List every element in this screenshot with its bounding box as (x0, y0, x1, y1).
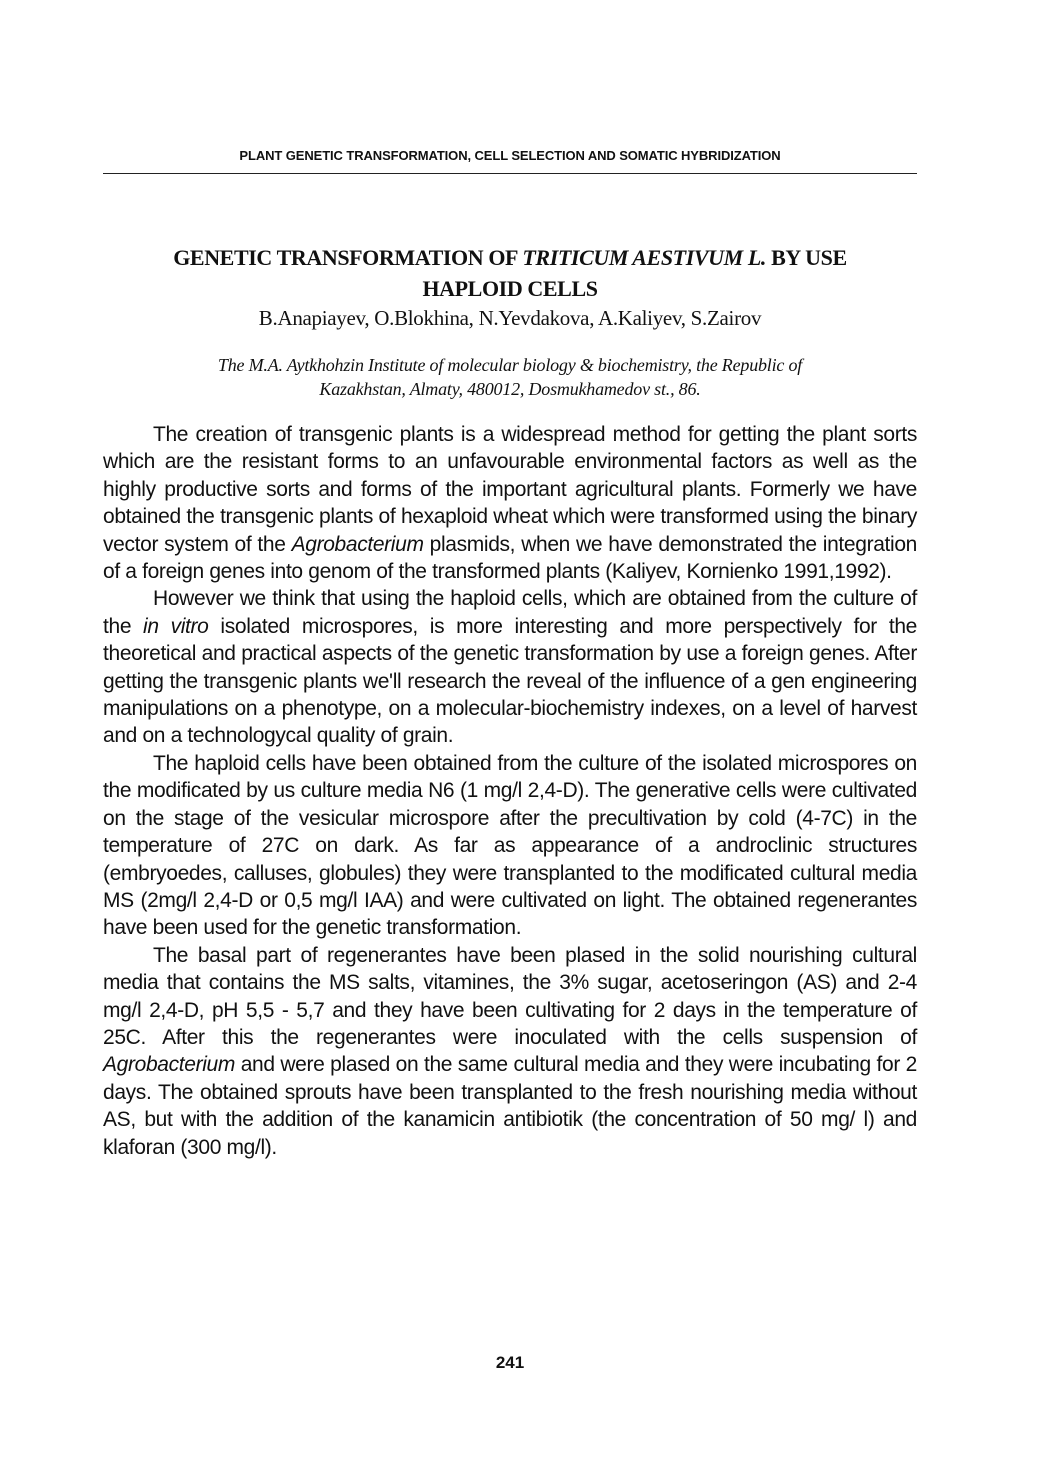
affiliation-line1: The M.A. Aytkhohzin Institute of molecular biology & biochemistry, the Republic of (217, 355, 803, 375)
paragraph-1 (103, 421, 917, 585)
paragraph-1-italic: Agrobacterium (291, 532, 424, 556)
paragraph-4 (103, 942, 917, 1161)
title-line1-prefix: GENETIC TRANSFORMATION OF (173, 245, 523, 270)
author-list: B.Anapiayev, O.Blokhina, N.Yevdakova, A.Kaliyev, S.Zairov (258, 306, 762, 330)
paragraph-2-italic: in vitro (143, 614, 209, 638)
paragraph-1-text-a: The creation of transgenic plants is a widespread method for getting the plant sorts which are the resistant forms to an unfavourable environmental factors as well as the highly productive sorts and forms of the important agricultural plants. Formerly we have obtained the transgenic plants of hexaploid wheat which were transformed using the binary vector system of the (103, 423, 917, 556)
affiliation-line2: Kazakhstan, Almaty, 480012, Dosmukhamedov st., 86. (319, 379, 701, 399)
page-number: 241 (495, 1353, 525, 1372)
paragraph-3: The haploid cells have been obtained from the culture of the isolated microspores on the modificated by us culture media N6 (1 mg/l 2,4-D). The generative cells were cultivated on the stage of the vesicular microspore after the precultivation by cold (4-7C) in the temperature of 27C on dark. As far as appearance of a androclinic structures (embryoedes, calluses, globules) they were transplanted to the modificated cultural media MS (2mg/l 2,4-D or 0,5 mg/l IAA) and were cultivated on light. The obtained regenerantes have been used for the genetic transformation. (103, 751, 917, 940)
article-title (103, 242, 917, 304)
title-species-name: TRITICUM AESTIVUM L. (522, 245, 767, 270)
running-header: PLANT GENETIC TRANSFORMATION, CELL SELECTION AND SOMATIC HYBRIDIZATION (239, 148, 781, 163)
paragraph-4-italic: Agrobacterium (103, 1053, 236, 1077)
header-rule (103, 173, 917, 174)
paragraph-2-text-b: isolated microspores, is more interesting and more perspectively for the theoretical and practical aspects of the genetic transformation by use a foreign genes. After getting the transgenic plants we'll research the reveal of the influence of a gen engineering manipulations on a phenotype, on a molecular-biochemistry indexes, on a level of harvest and on a technologycal quality of grain. (103, 614, 917, 748)
paragraph-1-text-b: plasmids, when we have demonstrated the integration of a foreign genes into genom of the transformed plants (Kaliyev, Kornienko 1991,1992). (103, 532, 917, 584)
paragraph-4-text-a: The basal part of regenerantes have been plased in the solid nourishing cultural media that contains the MS salts, vitamines, the 3% sugar, acetoseringon (AS) and 2-4 mg/l 2,4-D, pH 5,5 - 5,7 and they have been cultivating for 2 days in the temperature of 25C. After this the regenerantes were inoculated with the cells suspension of (103, 943, 917, 1049)
affiliation (103, 353, 917, 401)
title-line1-suffix: BY USE (766, 245, 847, 270)
paragraph-2-text-a: However we think that using the haploid cells, which are obtained from the culture of the (103, 587, 917, 638)
paragraph-4-text-b: and were plased on the same cultural media and they were incubating for 2 days. The obtained sprouts have been transplanted to the fresh nourishing media without AS, but with the addition of the kanamicin antibiotik (the concentration of 50 mg/ l) and klaforan (300 mg/l). (103, 1053, 917, 1159)
article-body (103, 421, 917, 1161)
paragraph-2 (103, 585, 917, 749)
title-line2: HAPLOID CELLS (422, 276, 598, 301)
